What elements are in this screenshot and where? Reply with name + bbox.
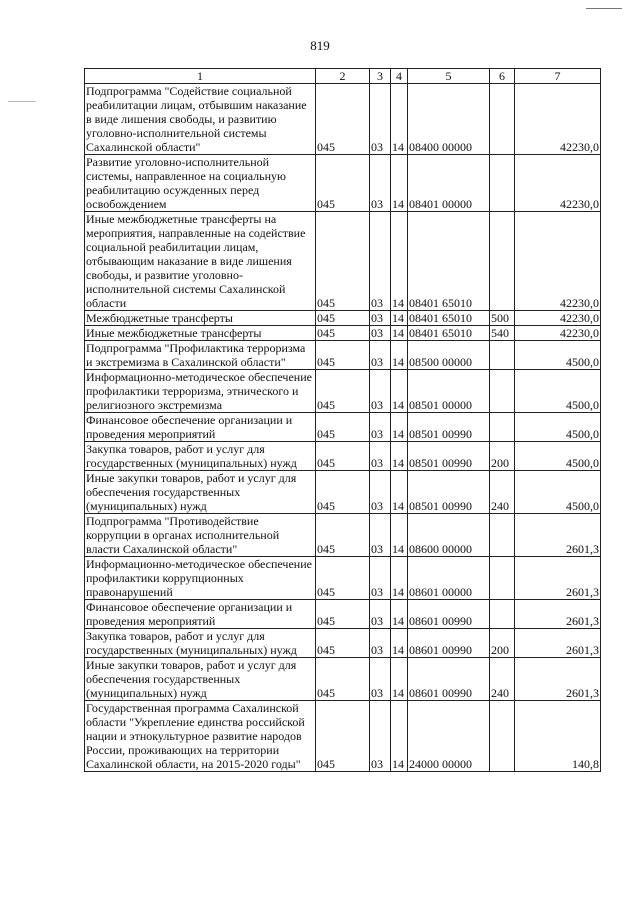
- row-amount-cell: 4500,0: [515, 442, 601, 471]
- row-code-cell: 045: [316, 370, 370, 413]
- row-name-cell: Финансовое обеспечение организации и проведения мероприятий: [85, 600, 316, 629]
- page-number: 819: [310, 38, 330, 53]
- row-type-cell: 200: [490, 629, 515, 658]
- row-name-cell: Подпрограмма "Профилактика терроризма и экстремизма в Сахалинской области": [85, 341, 316, 370]
- column-header: 6: [490, 69, 515, 84]
- row-target-cell: 08401 65010: [408, 326, 490, 341]
- table-body: [85, 84, 601, 772]
- row-section-cell: 03: [370, 341, 391, 370]
- row-target-cell: 08501 00990: [408, 442, 490, 471]
- row-amount-cell: 4500,0: [515, 413, 601, 442]
- table-row: [85, 471, 601, 514]
- row-type-cell: 540: [490, 326, 515, 341]
- row-subsection-cell: 14: [391, 514, 408, 557]
- row-subsection-cell: 14: [391, 311, 408, 326]
- row-section-cell: 03: [370, 600, 391, 629]
- table-row: [85, 326, 601, 341]
- table-row: [85, 413, 601, 442]
- row-section-cell: 03: [370, 442, 391, 471]
- row-amount-cell: 42230,0: [515, 84, 601, 155]
- row-section-cell: 03: [370, 311, 391, 326]
- row-name-cell: Государственная программа Сахалинской области "Укрепление единства российской нации и этнокультурное развитие народов России, проживающих на территории Сахалинской области, на 2015-2020 годы": [85, 701, 316, 772]
- row-type-cell: [490, 84, 515, 155]
- row-code-cell: 045: [316, 514, 370, 557]
- row-code-cell: 045: [316, 442, 370, 471]
- row-section-cell: 03: [370, 155, 391, 212]
- row-target-cell: 08401 65010: [408, 311, 490, 326]
- row-code-cell: 045: [316, 155, 370, 212]
- row-target-cell: 08601 00000: [408, 557, 490, 600]
- row-amount-cell: 42230,0: [515, 311, 601, 326]
- row-name-cell: Межбюджетные трансферты: [85, 311, 316, 326]
- row-subsection-cell: 14: [391, 471, 408, 514]
- row-name-cell: Иные закупки товаров, работ и услуг для обеспечения государственных (муниципальных) нужд: [85, 471, 316, 514]
- row-target-cell: 08500 00000: [408, 341, 490, 370]
- header-row: [85, 69, 601, 84]
- row-name-cell: Подпрограмма "Содействие социальной реабилитации лицам, отбывшим наказание в виде лишения свободы, и развитию уголовно-исполнительной системы Сахалинской области": [85, 84, 316, 155]
- table-row: [85, 442, 601, 471]
- row-type-cell: [490, 701, 515, 772]
- row-section-cell: 03: [370, 84, 391, 155]
- row-type-cell: 200: [490, 442, 515, 471]
- row-amount-cell: 4500,0: [515, 370, 601, 413]
- row-name-cell: Иные закупки товаров, работ и услуг для обеспечения государственных (муниципальных) нужд: [85, 658, 316, 701]
- row-amount-cell: 42230,0: [515, 155, 601, 212]
- row-name-cell: Подпрограмма "Противодействие коррупции в органах исполнительной власти Сахалинской области": [85, 514, 316, 557]
- row-code-cell: 045: [316, 629, 370, 658]
- table-row: [85, 84, 601, 155]
- row-type-cell: [490, 155, 515, 212]
- row-name-cell: Иные межбюджетные трансферты на мероприятия, направленные на содействие социальной реабилитации лицам, отбывающим наказание в виде лишения свободы, и развитие уголовно-исполнительной системы Сахалинской области: [85, 212, 316, 311]
- row-code-cell: 045: [316, 701, 370, 772]
- row-type-cell: [490, 600, 515, 629]
- row-subsection-cell: 14: [391, 341, 408, 370]
- table-row: [85, 514, 601, 557]
- row-target-cell: 08601 00990: [408, 658, 490, 701]
- row-type-cell: 240: [490, 471, 515, 514]
- column-header: 5: [408, 69, 490, 84]
- table-row: [85, 341, 601, 370]
- row-code-cell: 045: [316, 326, 370, 341]
- row-subsection-cell: 14: [391, 557, 408, 600]
- row-subsection-cell: 14: [391, 658, 408, 701]
- row-type-cell: [490, 413, 515, 442]
- row-subsection-cell: 14: [391, 155, 408, 212]
- table-row: [85, 212, 601, 311]
- row-code-cell: 045: [316, 471, 370, 514]
- row-code-cell: 045: [316, 311, 370, 326]
- row-section-cell: 03: [370, 370, 391, 413]
- row-amount-cell: 4500,0: [515, 471, 601, 514]
- row-target-cell: 08401 65010: [408, 212, 490, 311]
- budget-table: [84, 68, 601, 772]
- row-amount-cell: 2601,3: [515, 629, 601, 658]
- row-code-cell: 045: [316, 658, 370, 701]
- row-amount-cell: 2601,3: [515, 658, 601, 701]
- column-header: 4: [391, 69, 408, 84]
- row-section-cell: 03: [370, 629, 391, 658]
- row-subsection-cell: 14: [391, 629, 408, 658]
- scan-edge-mark-top: [586, 8, 622, 9]
- row-code-cell: 045: [316, 212, 370, 311]
- row-amount-cell: 2601,3: [515, 557, 601, 600]
- row-name-cell: Закупка товаров, работ и услуг для государственных (муниципальных) нужд: [85, 629, 316, 658]
- row-section-cell: 03: [370, 413, 391, 442]
- row-section-cell: 03: [370, 701, 391, 772]
- table-row: [85, 557, 601, 600]
- row-code-cell: 045: [316, 600, 370, 629]
- row-name-cell: Информационно-методическое обеспечение профилактики терроризма, этнического и религиозного экстремизма: [85, 370, 316, 413]
- column-header: 2: [316, 69, 370, 84]
- row-subsection-cell: 14: [391, 600, 408, 629]
- row-subsection-cell: 14: [391, 370, 408, 413]
- row-type-cell: [490, 370, 515, 413]
- row-target-cell: 08600 00000: [408, 514, 490, 557]
- row-target-cell: 24000 00000: [408, 701, 490, 772]
- row-subsection-cell: 14: [391, 212, 408, 311]
- row-target-cell: 08501 00990: [408, 471, 490, 514]
- row-amount-cell: 140,8: [515, 701, 601, 772]
- row-code-cell: 045: [316, 557, 370, 600]
- row-subsection-cell: 14: [391, 326, 408, 341]
- row-section-cell: 03: [370, 557, 391, 600]
- row-amount-cell: 2601,3: [515, 600, 601, 629]
- column-header: 3: [370, 69, 391, 84]
- row-name-cell: Финансовое обеспечение организации и проведения мероприятий: [85, 413, 316, 442]
- row-amount-cell: 2601,3: [515, 514, 601, 557]
- row-code-cell: 045: [316, 341, 370, 370]
- row-type-cell: [490, 557, 515, 600]
- row-amount-cell: 4500,0: [515, 341, 601, 370]
- row-name-cell: Иные межбюджетные трансферты: [85, 326, 316, 341]
- column-header: 1: [85, 69, 316, 84]
- table-row: [85, 155, 601, 212]
- row-section-cell: 03: [370, 471, 391, 514]
- row-name-cell: Закупка товаров, работ и услуг для государственных (муниципальных) нужд: [85, 442, 316, 471]
- row-subsection-cell: 14: [391, 84, 408, 155]
- row-target-cell: 08601 00990: [408, 629, 490, 658]
- table-row: [85, 311, 601, 326]
- row-subsection-cell: 14: [391, 413, 408, 442]
- table-row: [85, 629, 601, 658]
- table-row: [85, 701, 601, 772]
- row-target-cell: 08501 00000: [408, 370, 490, 413]
- row-amount-cell: 42230,0: [515, 326, 601, 341]
- scan-edge-mark-left: [8, 101, 36, 102]
- row-section-cell: 03: [370, 658, 391, 701]
- row-code-cell: 045: [316, 413, 370, 442]
- row-type-cell: [490, 341, 515, 370]
- row-type-cell: 500: [490, 311, 515, 326]
- row-section-cell: 03: [370, 326, 391, 341]
- row-type-cell: [490, 514, 515, 557]
- row-code-cell: 045: [316, 84, 370, 155]
- table-row: [85, 370, 601, 413]
- row-target-cell: 08501 00990: [408, 413, 490, 442]
- row-amount-cell: 42230,0: [515, 212, 601, 311]
- row-target-cell: 08601 00990: [408, 600, 490, 629]
- row-target-cell: 08400 00000: [408, 84, 490, 155]
- table-row: [85, 658, 601, 701]
- row-subsection-cell: 14: [391, 701, 408, 772]
- row-target-cell: 08401 00000: [408, 155, 490, 212]
- row-name-cell: Развитие уголовно-исполнительной системы, направленное на социальную реабилитацию осужденных перед освобождением: [85, 155, 316, 212]
- table-row: [85, 600, 601, 629]
- row-type-cell: 240: [490, 658, 515, 701]
- row-section-cell: 03: [370, 514, 391, 557]
- row-type-cell: [490, 212, 515, 311]
- row-section-cell: 03: [370, 212, 391, 311]
- column-header: 7: [515, 69, 601, 84]
- row-subsection-cell: 14: [391, 442, 408, 471]
- row-name-cell: Информационно-методическое обеспечение профилактики коррупционных правонарушений: [85, 557, 316, 600]
